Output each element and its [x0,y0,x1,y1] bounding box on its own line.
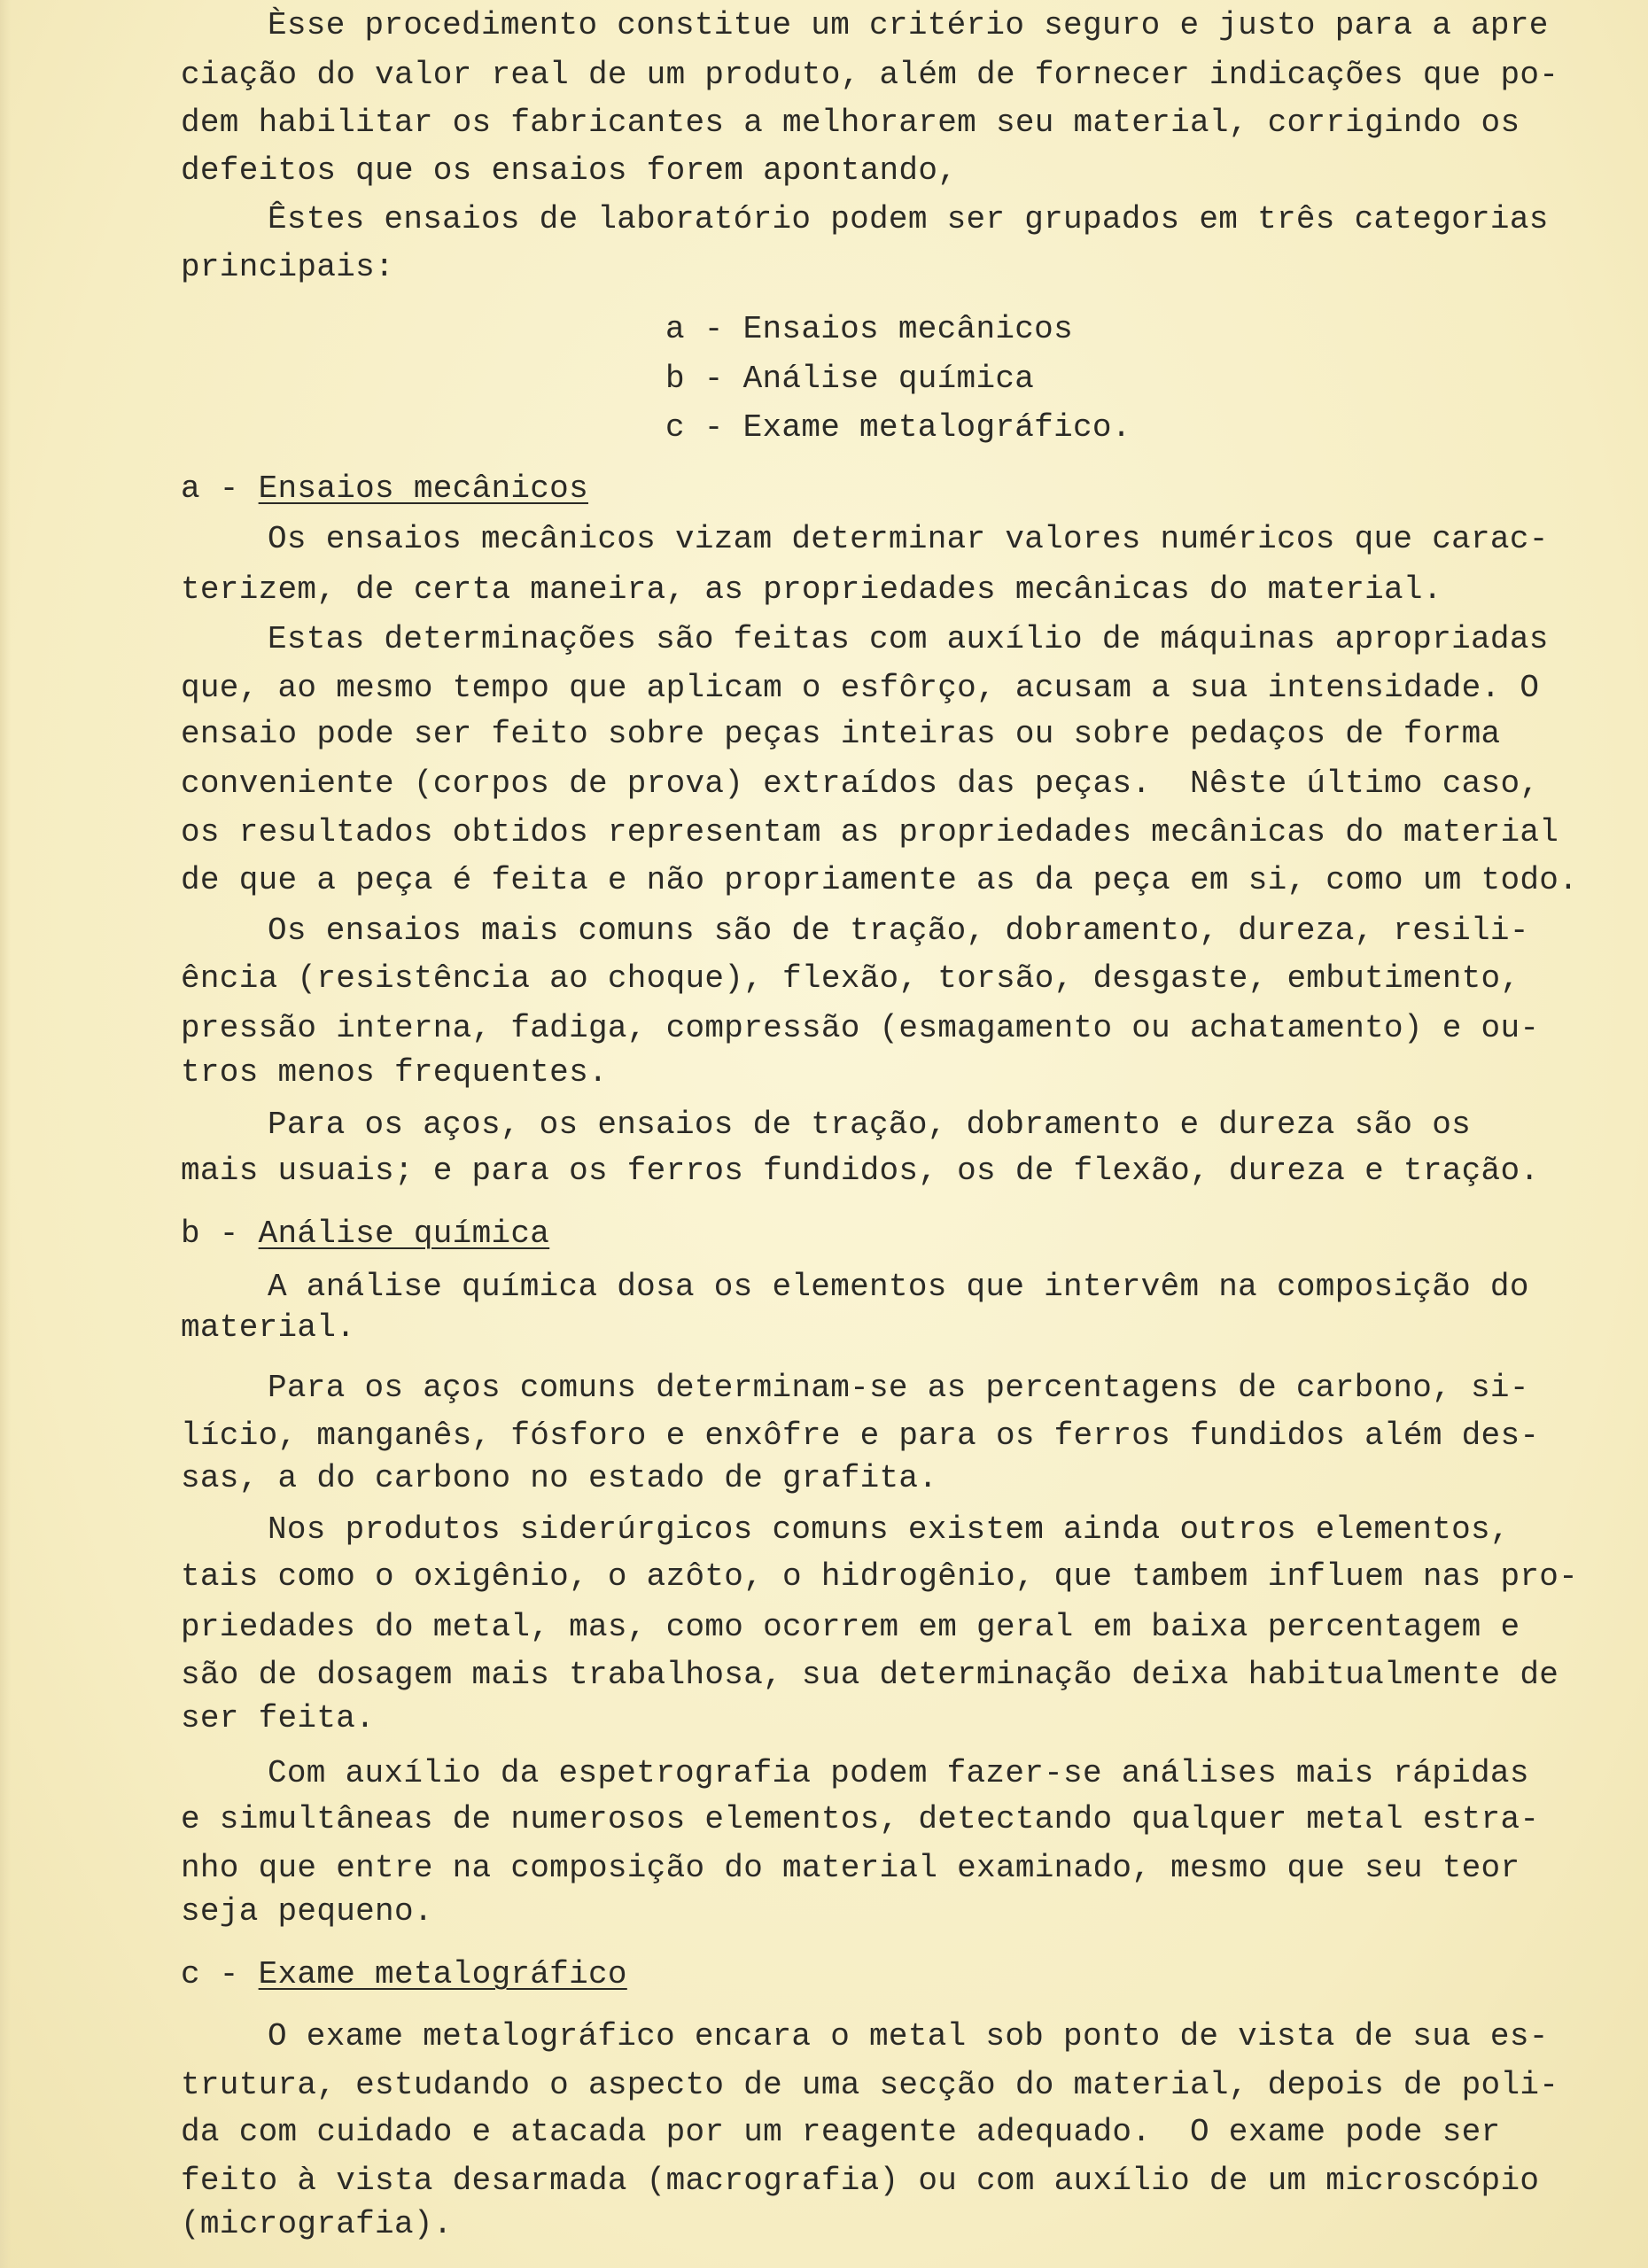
line-text: a - [181,470,259,507]
heading-underlined-text: Ensaios mecânicos [258,470,588,507]
line-text: e simultâneas de numerosos elementos, detectando qualquer metal estra- [181,1801,1540,1837]
text-line [268,520,1549,559]
line-text: a - Ensaios mecânicos [665,311,1073,347]
text-line [181,1656,1559,1695]
line-text: b - [181,1216,259,1252]
line-text: nho que entre na composição do material examinado, mesmo que seu teor [181,1850,1520,1886]
line-text: trutura, estudando o aspecto de uma secção do material, depois de poli- [181,2067,1559,2103]
heading-underlined-text: Análise química [258,1216,550,1252]
line-text: Para os aços, os ensaios de tração, dobramento e dureza são os [268,1107,1472,1143]
text-line [268,1369,1529,1408]
line-text: c - Exame metalográfico. [665,409,1131,446]
text-line [181,1699,375,1738]
line-text: Os ensaios mecânicos vizam determinar valores numéricos que carac- [268,521,1549,557]
line-text: O exame metalográfico encara o metal sob ponto de vista de sua es- [268,2018,1549,2054]
text-line [181,1009,1539,1048]
text-line [268,620,1549,659]
text-line [181,151,957,190]
line-text: A análise química dosa os elementos que intervêm na composição do [268,1269,1529,1305]
line-text: Com auxílio da espetrografia podem fazer-se análises mais rápidas [268,1755,1529,1791]
text-line [268,1754,1529,1793]
line-text: Èsse procedimento constitue um critério seguro e justo para a apre [268,7,1549,43]
heading-underlined-text: Exame metalográfico [258,1956,627,1992]
text-line [181,1053,608,1092]
text-line [181,248,394,287]
page-edge-shadow [0,0,11,2268]
text-line [181,2162,1539,2201]
text-line [181,1309,355,1348]
line-text: os resultados obtidos representam as propriedades mecânicas do material [181,814,1559,850]
text-line [181,715,1500,754]
text-line [665,408,1131,447]
text-line [181,56,1559,95]
text-line [181,1800,1539,1839]
line-text: conveniente (corpos de prova) extraídos das peças. Nêste último caso, [181,765,1540,802]
text-line [181,959,1520,998]
text-line [181,2066,1559,2105]
text-line [181,1459,937,1498]
line-text: seja pequeno. [181,1893,433,1930]
line-text: mais usuais; e para os ferros fundidos, os de flexão, dureza e tração. [181,1153,1540,1189]
line-text: (micrografia). [181,2206,453,2242]
line-text: de que a peça é feita e não propriamente as da peça em si, como um todo. [181,862,1579,898]
text-line [181,571,1442,610]
text-line [268,1106,1471,1145]
text-line [665,310,1073,349]
text-line [181,861,1578,900]
line-text: Êstes ensaios de laboratório podem ser grupados em três categorias [268,201,1549,237]
line-text: terizem, de certa maneira, as propriedades mecânicas do material. [181,571,1442,608]
line-text: defeitos que os ensaios forem apontando, [181,152,958,189]
line-text: ciação do valor real de um produto, além de fornecer indicações que po- [181,57,1559,93]
line-text: tros menos frequentes. [181,1054,608,1091]
line-text: sas, a do carbono no estado de grafita. [181,1460,938,1496]
text-line [181,813,1559,852]
text-line [181,669,1539,708]
line-text: ência (resistência ao choque), flexão, torsão, desgaste, embutimento, [181,960,1520,997]
line-text: b - Análise química [665,361,1035,397]
text-line [181,1849,1520,1888]
line-text: lício, manganês, fósforo e enxôfre e para os ferros fundidos além des- [181,1418,1540,1454]
line-text: Estas determinações são feitas com auxílio de máquinas apropriadas [268,621,1549,657]
line-text: tais como o oxigênio, o azôto, o hidrogênio, que tambem influem nas pro- [181,1558,1579,1595]
text-line [181,2205,453,2244]
line-text: ensaio pode ser feito sobre peças inteiras ou sobre pedaços de forma [181,716,1501,752]
text-line [268,1511,1510,1550]
line-text: Nos produtos siderúrgicos comuns existem ainda outros elementos, [268,1511,1510,1548]
text-line [181,765,1539,804]
line-text: c - [181,1956,259,1992]
section-heading [181,1215,549,1254]
line-text: priedades do metal, mas, como ocorrem em geral em baixa percentagem e [181,1609,1520,1645]
text-line [181,104,1520,143]
line-text: ser feita. [181,1700,376,1736]
line-text: dem habilitar os fabricantes a melhorarem seu material, corrigindo os [181,105,1520,141]
text-line [181,1417,1539,1456]
line-text: material. [181,1309,356,1346]
text-line [268,2017,1549,2056]
text-line [268,912,1529,951]
section-heading [181,470,588,509]
line-text: da com cuidado e atacada por um reagente adequado. O exame pode ser [181,2114,1501,2150]
text-line [268,1268,1529,1307]
text-line [181,1557,1578,1596]
section-heading [181,1955,627,1994]
text-line [268,6,1549,45]
line-text: que, ao mesmo tempo que aplicam o esfôrço, acusam a sua intensidade. O [181,670,1540,706]
text-line [181,1892,433,1931]
line-text: principais: [181,249,394,285]
line-text: Os ensaios mais comuns são de tração, dobramento, dureza, resili- [268,913,1529,949]
text-line [181,1608,1520,1647]
line-text: feito à vista desarmada (macrografia) ou com auxílio de um microscópio [181,2163,1540,2199]
text-line [181,2113,1500,2152]
text-line [181,1152,1539,1191]
line-text: Para os aços comuns determinam-se as percentagens de carbono, si- [268,1370,1529,1406]
line-text: pressão interna, fadiga, compressão (esmagamento ou achatamento) e ou- [181,1010,1540,1046]
text-line [665,360,1034,399]
text-line [268,200,1549,239]
line-text: são de dosagem mais trabalhosa, sua determinação deixa habitualmente de [181,1657,1559,1693]
